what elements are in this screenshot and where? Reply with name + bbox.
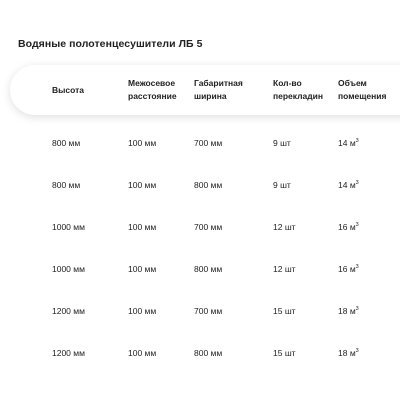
- cell-bars: 9 шт: [273, 180, 291, 190]
- cell-volume-value: 14 м: [338, 138, 356, 148]
- cell-height: 1200 мм: [52, 348, 85, 358]
- cell-volume-exp: 3: [355, 138, 359, 144]
- header-bars-count: [273, 77, 323, 103]
- cell-bars: 12 шт: [273, 264, 296, 274]
- cell-volume: [338, 180, 359, 190]
- cell-volume-exp: 3: [355, 180, 359, 186]
- cell-volume-exp: 3: [355, 222, 359, 228]
- cell-volume: [338, 264, 359, 274]
- cell-bars: 15 шт: [273, 348, 296, 358]
- cell-axis: 100 мм: [128, 264, 157, 274]
- cell-volume-exp: 3: [355, 264, 359, 270]
- cell-volume-value: 18 м: [338, 348, 356, 358]
- cell-bars: 12 шт: [273, 222, 296, 232]
- cell-volume: [338, 222, 359, 232]
- header-overall-width: [194, 77, 243, 103]
- header-volume-line-2: помещения: [338, 91, 387, 101]
- cell-height: 800 мм: [52, 180, 81, 190]
- header-bars-line-2: перекладин: [273, 91, 324, 101]
- cell-volume: [338, 306, 359, 316]
- header-room-volume: [338, 77, 386, 103]
- header-axis-distance: [128, 77, 177, 103]
- cell-volume: [338, 348, 359, 358]
- cell-axis: 100 мм: [128, 138, 157, 148]
- cell-height: 1000 мм: [52, 222, 85, 232]
- header-axis-line-1: Межосевое: [128, 78, 176, 88]
- cell-height: 1000 мм: [52, 264, 85, 274]
- cell-axis: 100 мм: [128, 348, 157, 358]
- cell-volume-value: 16 м: [338, 222, 356, 232]
- cell-volume: [338, 138, 359, 148]
- header-axis-line-2: расстояние: [128, 91, 177, 101]
- header-volume-line-1: Объем: [338, 78, 367, 88]
- cell-bars: 15 шт: [273, 306, 296, 316]
- header-width-line-1: Габаритная: [194, 78, 243, 88]
- cell-volume-exp: 3: [355, 306, 359, 312]
- cell-axis: 100 мм: [128, 180, 157, 190]
- cell-width: 800 мм: [194, 348, 223, 358]
- header-bars-line-1: Кол-во: [273, 78, 302, 88]
- cell-width: 700 мм: [194, 138, 223, 148]
- header-height-label: Высота: [52, 85, 84, 95]
- cell-volume-exp: 3: [355, 348, 359, 354]
- cell-bars: 9 шт: [273, 138, 291, 148]
- cell-volume-value: 18 м: [338, 306, 356, 316]
- cell-volume-value: 14 м: [338, 180, 356, 190]
- page-title: Водяные полотенцесушители ЛБ 5: [18, 38, 203, 50]
- header-height: [52, 84, 84, 97]
- cell-axis: 100 мм: [128, 306, 157, 316]
- cell-height: 1200 мм: [52, 306, 85, 316]
- cell-volume-value: 16 м: [338, 264, 356, 274]
- cell-axis: 100 мм: [128, 222, 157, 232]
- cell-height: 800 мм: [52, 138, 81, 148]
- header-width-line-2: ширина: [194, 91, 227, 101]
- cell-width: 800 мм: [194, 264, 223, 274]
- cell-width: 700 мм: [194, 222, 223, 232]
- cell-width: 800 мм: [194, 180, 223, 190]
- cell-width: 700 мм: [194, 306, 223, 316]
